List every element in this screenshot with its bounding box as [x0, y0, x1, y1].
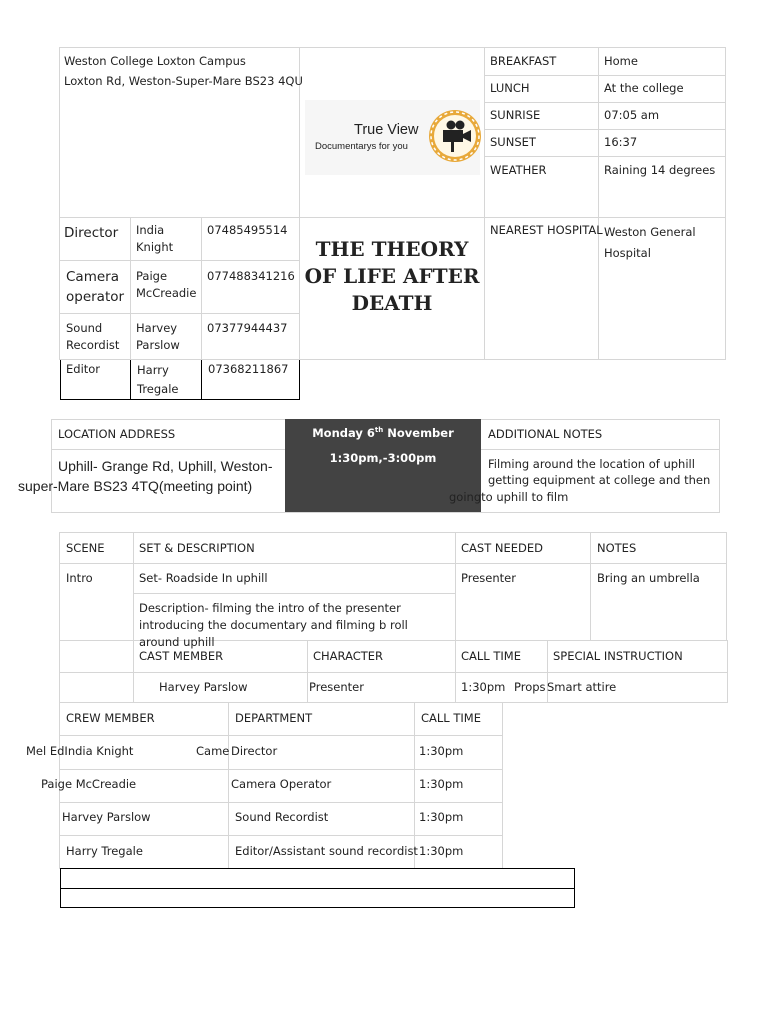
- contact-role-director: Director: [64, 225, 119, 241]
- crew-row-2-name: Paige McCreadie: [41, 777, 137, 791]
- cast-member-value: Harvey Parslow: [159, 680, 248, 694]
- props-label: Props: [514, 680, 546, 694]
- sunset-label: SUNSET: [490, 135, 536, 149]
- contact-role-sound: Sound Recordist: [66, 321, 120, 352]
- cast-call-time-value: 1:30pm: [461, 680, 506, 694]
- contact-role-editor: Editor: [66, 362, 101, 376]
- cast-member-header: CAST MEMBER: [139, 649, 224, 663]
- hospital-value: Weston General Hospital: [604, 225, 696, 260]
- contact-role-camera: Camera operator: [66, 269, 125, 305]
- lunch-label: LUNCH: [490, 81, 530, 95]
- crew-row-1-prefix: Mel Ed: [26, 744, 65, 758]
- sunrise-label: SUNRISE: [490, 108, 541, 122]
- location-address-rest: - Grange Rd, Uphill, Weston-: [93, 458, 273, 474]
- special-instruction-header: SPECIAL INSTRUCTION: [553, 649, 683, 663]
- notes-line3-left: going: [449, 490, 482, 504]
- scene-notes-value: Bring an umbrella: [597, 571, 700, 585]
- contact-name-director: India Knight: [136, 223, 174, 254]
- hospital-label: NEAREST HOSPITAL: [490, 223, 603, 237]
- description-value: Description- filming the intro of the presenter introducing the documentary and filming b roll around uphill: [139, 601, 408, 649]
- set-value: Set- Roadside In uphill: [139, 571, 268, 585]
- crew-row-1-member: India Knight: [64, 744, 134, 758]
- contact-phone-editor: 07368211867: [208, 362, 289, 376]
- logo-tagline: Documentarys for you: [315, 141, 408, 152]
- department-header: DEPARTMENT: [235, 711, 313, 725]
- contact-name-sound: Harvey Parslow: [136, 321, 180, 352]
- weather-value: Raining 14 degrees: [604, 163, 716, 177]
- sunset-value: 16:37: [604, 135, 638, 149]
- crew-row-3-department: Sound Recordist: [235, 810, 329, 824]
- film-camera-icon: [427, 108, 483, 164]
- crew-row-3-call: 1:30pm: [419, 810, 464, 824]
- crew-row-4-department: Editor/Assistant sound recordist: [235, 844, 418, 858]
- location-label: LOCATION ADDRESS: [58, 427, 176, 441]
- notes-header: NOTES: [597, 541, 637, 555]
- shoot-date: [285, 426, 481, 440]
- crew-call-time-header: CALL TIME: [421, 711, 481, 725]
- college-name: Weston College Loxton Campus: [64, 54, 246, 68]
- contact-phone-camera: 077488341216: [207, 269, 295, 283]
- lunch-value: At the college: [604, 81, 684, 95]
- scene-value: Intro: [66, 571, 93, 585]
- breakfast-value: Home: [604, 54, 638, 68]
- true-view-logo: [305, 100, 480, 175]
- notes-line2: getting equipment at college and then: [488, 473, 711, 487]
- notes-label: ADDITIONAL NOTES: [488, 427, 603, 441]
- location-address-bold: Uphill: [58, 458, 94, 474]
- character-header: CHARACTER: [313, 649, 384, 663]
- shoot-time: 1:30pm,-3:00pm: [329, 451, 437, 465]
- location-address-line1: [58, 456, 273, 476]
- date-day: Monday 6: [312, 426, 375, 440]
- crew-row-2-call: 1:30pm: [419, 777, 464, 791]
- special-instruction-value: Smart attire: [547, 680, 617, 694]
- crew-row-1-name: [26, 743, 133, 760]
- notes-line3-right: to uphill to film: [481, 490, 569, 504]
- contact-name-camera: Paige McCreadie: [136, 269, 197, 300]
- cast-call-time-header: CALL TIME: [461, 649, 521, 663]
- college-address: Loxton Rd, Weston-Super-Mare BS23 4QU: [64, 74, 303, 88]
- crew-row-1-call: 1:30pm: [419, 744, 464, 758]
- crew-row-4-name: Harry Tregale: [66, 844, 143, 858]
- weather-label: WEATHER: [490, 163, 547, 177]
- crew-row-1-overflow: Came: [196, 744, 230, 758]
- date-suffix: th: [374, 426, 384, 435]
- notes-line3: [449, 489, 568, 506]
- location-address-line2: super-Mare BS23 4TQ(meeting point): [18, 478, 253, 494]
- character-value: Presenter: [309, 680, 364, 694]
- crew-row-1-department: Director: [231, 744, 278, 758]
- contact-phone-director: 07485495514: [207, 223, 288, 237]
- scene-header: SCENE: [66, 541, 105, 555]
- crew-row-2-department: Camera Operator: [231, 777, 332, 791]
- logo-name: True View: [354, 122, 419, 138]
- contact-phone-sound: 07377944437: [207, 321, 288, 335]
- notes-line1: Filming around the location of uphill: [488, 457, 695, 471]
- breakfast-label: BREAKFAST: [490, 54, 557, 68]
- cast-needed-header: CAST NEEDED: [461, 541, 543, 555]
- contact-name-editor: Harry Tregale: [137, 363, 179, 396]
- crew-member-header: CREW MEMBER: [66, 711, 155, 725]
- date-month: November: [387, 426, 454, 440]
- sunrise-value: 07:05 am: [604, 108, 660, 122]
- document-title: THE THEORY OF LIFE AFTER DEATH: [304, 237, 480, 315]
- crew-row-3-name: Harvey Parslow: [62, 810, 151, 824]
- set-description-header: SET & DESCRIPTION: [139, 541, 255, 555]
- cast-needed-value: Presenter: [461, 571, 516, 585]
- crew-row-4-call: 1:30pm: [419, 844, 464, 858]
